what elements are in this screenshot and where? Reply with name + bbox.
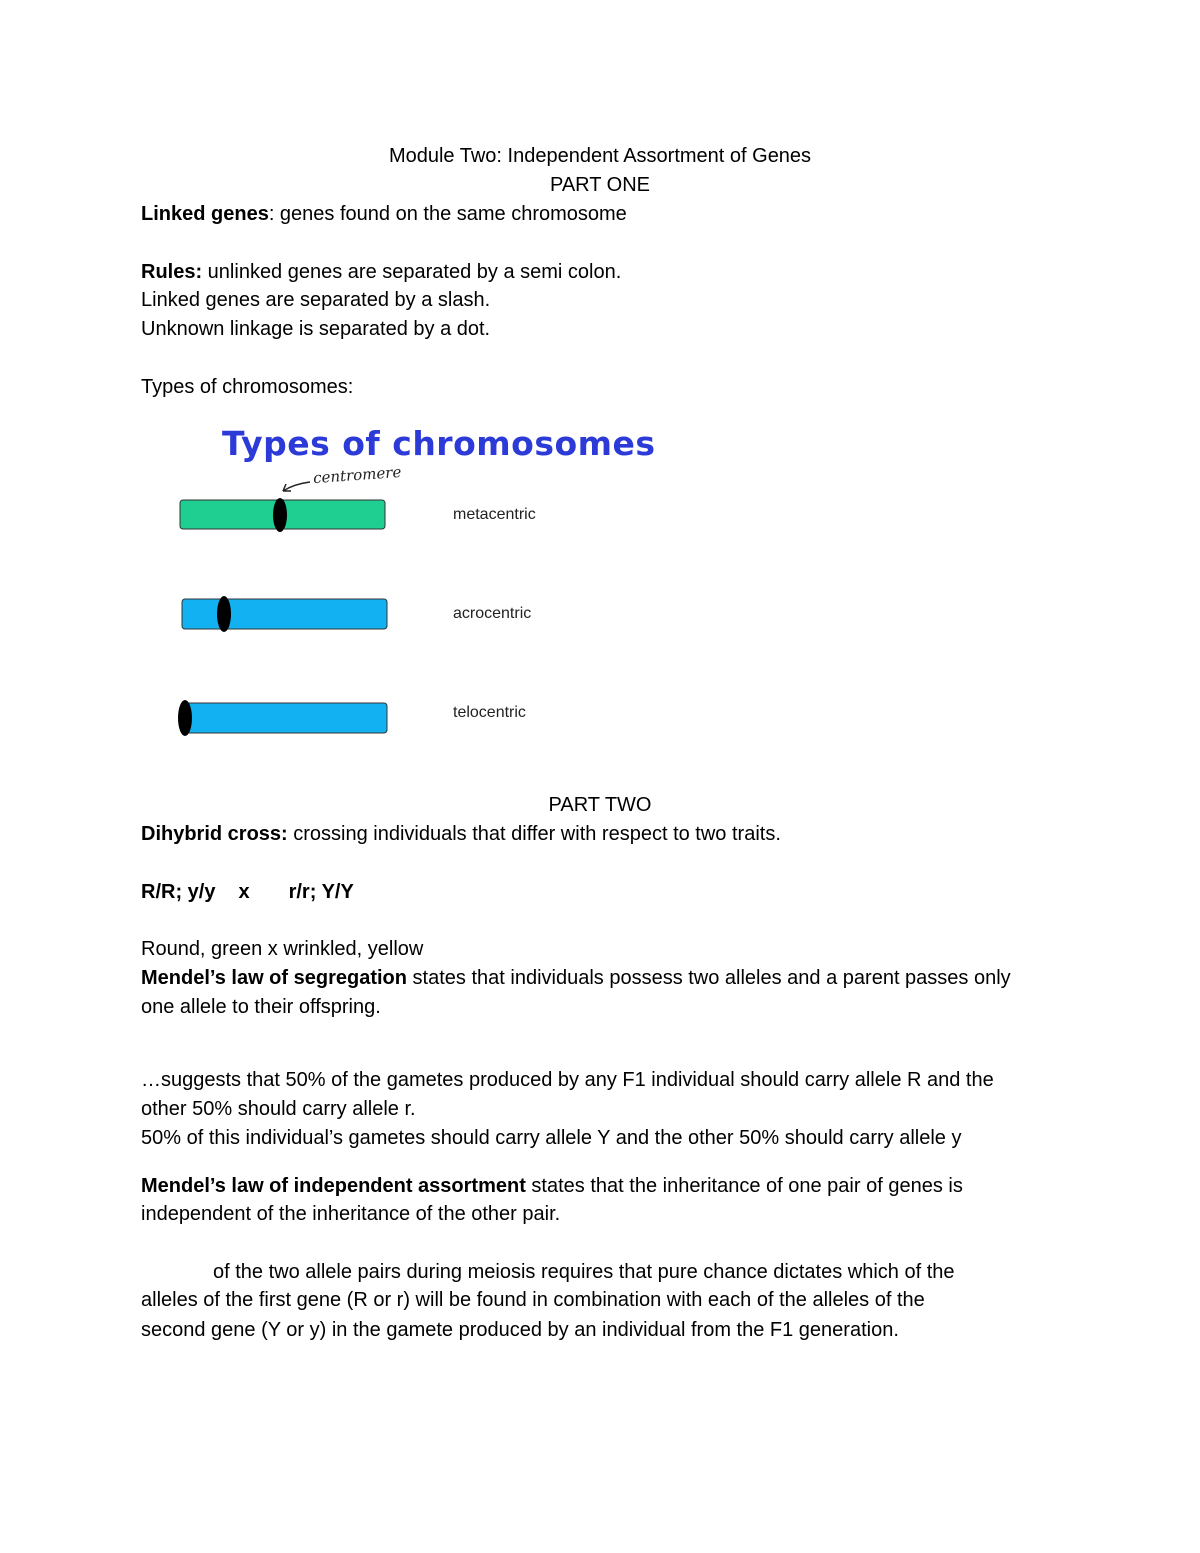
rules-term: Rules:	[141, 261, 203, 283]
phenotype-line: Round, green x wrinkled, yellow	[141, 938, 424, 960]
chromosome-types-figure	[170, 418, 656, 748]
acrocentric-centromere	[217, 596, 231, 632]
independent-text-1: states that the inheritance of one pair of genes is	[525, 1175, 963, 1197]
cross-parent-2: r/r; Y/Y	[288, 881, 354, 903]
telocentric-chromosome	[185, 703, 387, 733]
final-paragraph-line-3: second gene (Y or y) in the gamete produced by an individual from the F1 generation.	[141, 1319, 899, 1341]
segregation-term: Mendel’s law of segregation	[141, 967, 407, 989]
linked-genes-term: Linked genes	[141, 203, 269, 225]
suggests-line-3: 50% of this individual’s gametes should carry allele Y and the other 50% should carry allele y	[141, 1127, 962, 1149]
cross-parent-1: R/R; y/y	[141, 881, 216, 903]
segregation-line-1	[141, 966, 1011, 990]
cross-notation	[141, 880, 354, 904]
suggests-line-1: …suggests that 50% of the gametes produced by any F1 individual should carry allele R and the	[141, 1069, 994, 1091]
final-paragraph-line-1: of the two allele pairs during meiosis requires that pure chance dictates which of the	[213, 1261, 955, 1283]
linked-genes-text: : genes found on the same chromosome	[268, 203, 627, 225]
linked-genes-definition	[141, 202, 627, 226]
rules-line-1	[141, 260, 621, 284]
part-one-heading: PART ONE	[549, 174, 651, 196]
dihybrid-term: Dihybrid cross:	[141, 823, 288, 845]
acrocentric-chromosome	[182, 599, 387, 629]
segregation-line-2: one allele to their offspring.	[141, 996, 381, 1018]
independent-line-2: independent of the inheritance of the other pair.	[141, 1203, 561, 1225]
chromosome-diagram	[170, 418, 630, 748]
final-paragraph-line-2: alleles of the first gene (R or r) will be found in combination with each of the alleles of the	[141, 1289, 925, 1311]
centromere-annotation: centromere	[312, 462, 402, 488]
rules-line-3: Unknown linkage is separated by a dot.	[141, 318, 491, 340]
suggests-line-2: other 50% should carry allele r.	[141, 1098, 416, 1120]
independent-term: Mendel’s law of independent assortment	[141, 1175, 526, 1197]
telocentric-label: telocentric	[453, 704, 526, 721]
metacentric-centromere	[273, 498, 287, 532]
rules-line-2: Linked genes are separated by a slash.	[141, 289, 491, 311]
types-label: Types of chromosomes:	[141, 376, 354, 398]
centromere-arrow	[283, 482, 310, 491]
part-two-heading: PART TWO	[548, 794, 652, 816]
independent-line-1	[141, 1174, 963, 1198]
segregation-text-1: states that individuals possess two alleles and a parent passes only	[406, 967, 1011, 989]
figure-title: Types of chromosomes	[222, 424, 656, 463]
page-title: Module Two: Independent Assortment of Genes	[388, 145, 812, 167]
metacentric-label: metacentric	[453, 506, 536, 523]
acrocentric-label: acrocentric	[453, 605, 532, 622]
cross-times: x	[238, 881, 250, 903]
dihybrid-definition	[141, 822, 781, 846]
telocentric-centromere	[178, 700, 192, 736]
dihybrid-text: crossing individuals that differ with respect to two traits.	[287, 823, 781, 845]
rules-text-1: unlinked genes are separated by a semi colon.	[202, 261, 622, 283]
